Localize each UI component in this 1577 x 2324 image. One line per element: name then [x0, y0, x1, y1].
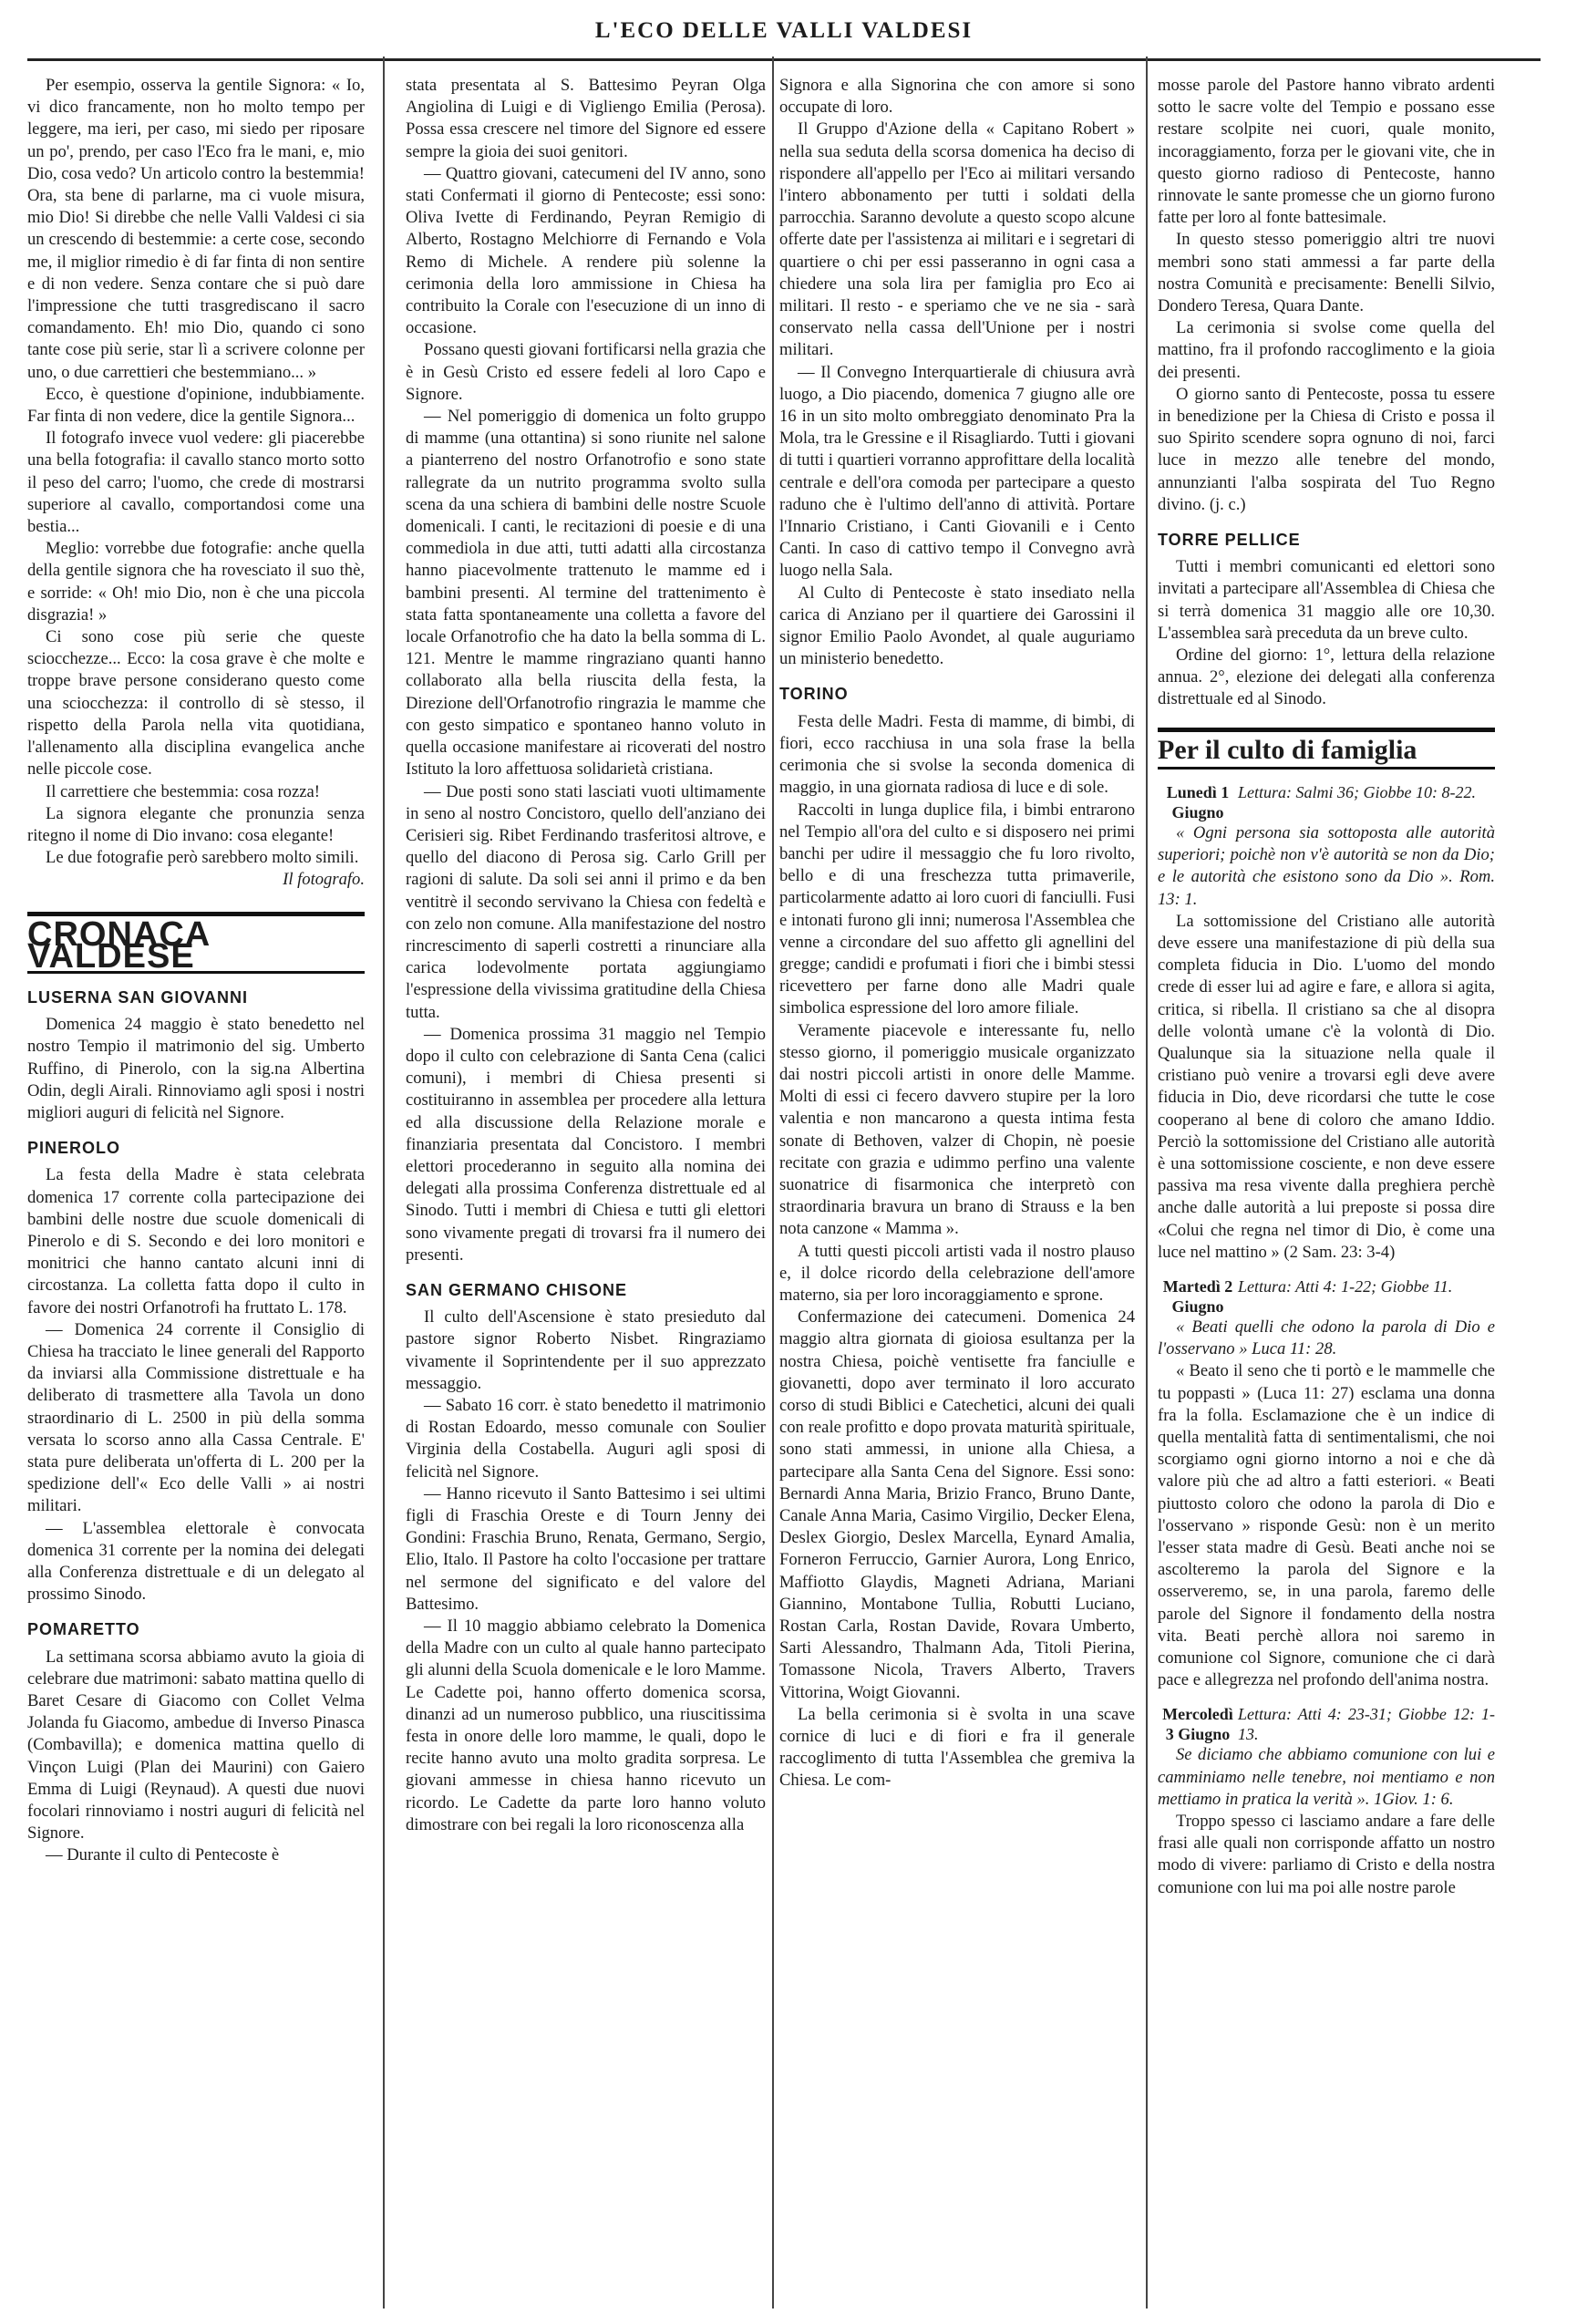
section-heading: SAN GERMANO CHISONE — [406, 1280, 628, 1299]
paragraph: — Quattro giovani, catecumeni del IV anno, sono stati Confermati il giorno di Pentecoste; essi sono: Oliva Ivette di Ferdinando, Peyran Remigio di Alberto, Rostagno Melchiorre di Fernando e Vola Remo di Michele. A rendere più solenne la cerimonia della loro ammissione in Chiesa ha contribuito la Corale con l'esecuzione di un inno di occasione. — [406, 163, 766, 338]
paragraph: La settimana scorsa abbiamo avuto la gioia di celebrare due matrimoni: sabato mattina quello di Baret Cesare di Giacomo con Collet Velma Jolanda fu Giacomo, ambedue di Inverso Pinasca (Combavilla); e domenica mattina quello di Vinçon Luigi (Plan dei Maurini) con Gaiero Emma di Luigi (Reynaud). A questi due nuovi focolari rinnoviamo i nostri auguri di felicità nel Signore. — [27, 1647, 365, 1844]
paragraph: Domenica 24 maggio è stato benedetto nel nostro Tempio il matrimonio del sig. Umberto Ruffino, di Pinerolo, con la sig.na Albertina Odin, degli Airali. Rinnoviamo agli sposi i nostri migliori auguri di felicità nel Signore. — [27, 1015, 365, 1122]
paragraph: — Il 10 maggio abbiamo celebrato la Domenica della Madre con un culto al quale hanno partecipato gli alunni della Scuola domenicale e le loro Mamme. Le Cadette poi, hanno offerto domenica scorsa, dinanzi ad un numeroso pubblico, una riuscitissima festa in onore delle loro mamme, le quali, dopo le recite hanno avuto una molto gradita sorpresa. Le giovani ammesse in chiesa hanno ricevuto un ricordo. Le Cadette da parte loro hanno voluto dimostrare con bei regali la loro riconoscenza alla — [406, 1616, 766, 1834]
paragraph: — Hanno ricevuto il Santo Battesimo i sei ultimi figli di Fraschia Oreste e di Tourn Jenny dei Gondini: Fraschia Bruno, Renata, Germano, Sergio, Elio, Italo. Il Pastore ha colto l'occasione per trattare nel sermone del significato e del valore del Battesimo. — [406, 1483, 766, 1614]
masthead — [27, 18, 1541, 61]
paragraph: Per esempio, osserva la gentile Signora: « Io, vi dico francamente, non ho molto tempo per leggere, ma ieri, per caso, mi siedo per riposare un po', prendo, per caso l'Eco fra le mani, e, mio Dio, cosa vedo? Un articolo contro la bestemmia! Ora, sta bene di parlarne, ma ci vuole misura, mio Dio! Si direbbe che nelle Valli Valdesi ci sia un crescendo di bestemmie: a certe cose, secondo me, il miglior rimedio è di far finta di non sentire e di non vedere. Senza contare che si può dare l'impressione che tutti trasgrediscano il sacro comandamento. Eh! mio Dio, quando ci sono tante cose più serie, star lì a scrivere colonne per uno, o due carrettieri che bestemmiano... » — [27, 76, 365, 382]
paragraph: O giorno santo di Pentecoste, possa tu essere in benedizione per la Chiesa di Cristo e possa il suo Spirito scendere sopra ognuno di noi, farci luce in mezzo alle tenebre del mondo, annunzianti l'alba sospirata del Tuo Regno divino. (j. c.) — [1158, 384, 1495, 514]
paragraph: Possano questi giovani fortificarsi nella grazia che è in Gesù Cristo ed essere fedeli al loro Capo e Signore. — [406, 340, 766, 404]
paragraph: Ordine del giorno: 1°, lettura della relazione annua. 2°, elezione dei delegati alla conferenza distrettuale ed al Sinodo. — [1158, 646, 1495, 709]
reading-quote: « Ogni persona sia sottoposta alle autorità superiori; poichè non v'è autorità se non da Dio; e le autorità che esistono sono da Dio ». Rom. 13: 1. — [1158, 822, 1495, 909]
section-heading: PINEROLO — [27, 1139, 121, 1158]
section-heading: TORINO — [779, 685, 849, 704]
reading-date: Martedì 2 Giugno — [1162, 1276, 1233, 1316]
newspaper-title: L'ECO DELLE VALLI VALDESI — [594, 18, 974, 43]
reading-quote: Se diciamo che abbiamo comunione con lui e camminiamo nelle tenebre, noi mentiamo e non mettiamo in pratica la verità ». 1Giov. 1: 6. — [1158, 1745, 1495, 1809]
paragraph: La signora elegante che pronunzia senza ritegno il nome di Dio invano: cosa elegante! — [27, 803, 365, 845]
section-banner — [27, 912, 365, 974]
paragraph: — Domenica 24 corrente il Consiglio di Chiesa ha tracciato le linee generali del Rapporto da inviarsi alla Commissione distrettuale e ha deliberato di trasmettere alla Tavola un dono straordinario di L. 2500 in più della somma versata lo scorso anno alla Cassa Centrale. E' stata pure deliberata un'offerta di L. 200 per la spedizione dell'« Eco delle Valli » ai nostri militari. — [27, 1319, 365, 1516]
paragraph: Raccolti in lunga duplice fila, i bimbi entrarono nel Tempio all'ora del culto e si disposero nei primi banchi per udire il messaggio che fu loro rivolto, bello e di una freschezza tutta primaverile, particolarmente adatto ai loro cuori di fanciulli. Fusi e intonati furono gli inni; numerosa l'Assemblea che venne a circondare del suo affetto gli agnellini del gregge; candidi e profumati i fiori che i bimbi stessi ricevettero per farne dono alle Madri quale simbolica espressione del loro amore filiale. — [779, 800, 1135, 1018]
paragraph: Meglio: vorrebbe due fotografie: anche quella della gentile signora che ha rovesciato il suo thè, e sorride: « Oh! mio Dio, non è che una piccola disgrazia! » — [27, 539, 365, 625]
paragraph: Le due fotografie però sarebbero molto simili. — [46, 848, 359, 868]
section-heading: POMARETTO — [27, 1620, 140, 1639]
paragraph: — Nel pomeriggio di domenica un folto gruppo di mamme (una ottantina) si sono riunite nel salone a pianterreno del nostro Orfanotrofio e sono state rallegrate da un nutrito programma svolto sulla scena da una schiera di bambini delle nostre Scuole domenicali. I canti, le recitazioni di poesie e di una commediola in due atti, tutti adatti alla circostanza hanno piacevolmente trattenuto le mamme ed i bambini presenti. Al termine del trattenimento è stata fatta spontaneamente una colletta a favore del locale Orfanotrofio che ha dato la bella somma di L. 121. Mentre le mamme ringraziano quanti hanno collaborato alla bella riuscita della festa, la Direzione dell'Orfanotrofio ringrazia le mamme che con gesto simpatico e spontaneo hanno voluto in quella occasione manifestare ai ricoverati del nostro Istituto la loro affettuosa solidarietà cristiana. — [406, 407, 766, 780]
paragraph: In questo stesso pomeriggio altri tre nuovi membri sono stati ammessi a far parte della nostra Comunità e precisamente: Benelli Silvio, Dondero Teresa, Quara Dante. — [1158, 230, 1495, 316]
column-3 — [779, 75, 1135, 2299]
paragraph: Ecco, è questione d'opinione, indubbiamente. Far finta di non vedere, dice la gentile Signora... — [27, 384, 365, 427]
daily-reading — [1158, 782, 1495, 822]
paragraph: — Durante il culto di Pentecoste è — [46, 1845, 280, 1865]
paragraph: La cerimonia si svolse come quella del mattino, fra il profondo raccoglimento e la gioia dei presenti. — [1158, 318, 1495, 382]
paragraph: « Beato il seno che ti portò e le mammelle che tu poppasti » (Luca 11: 27) esclama una donna fra la folla. Esclamazione che è un indice di quella mentalità fatta di sentimentalismi, che noi scorgiamo ogni giorno intorno a noi e che dà valore più che ad altro a fatti esteriori. « Beati piuttosto coloro che odono la parola di Dio e l'osservano » risponde Gesù: non è un merito l'esser stata madre di Gesù. Beati anche noi se ascolteremo la parola del Signore e la osserveremo, se, in una parola, faremo delle parole del Signore il fondamento della nostra vita. Beati perchè allora noi saremo in comunione col Signore, comunione che ci darà pace e allegrezza nel profondo dell'anima nostra. — [1158, 1361, 1495, 1690]
reading-reference: Lettura: Atti 4: 23-31; Giobbe 12: 1-13. — [1238, 1705, 1495, 1744]
banner-title: CRONACA VALDESE — [27, 924, 365, 974]
column-rule — [1146, 57, 1148, 2309]
reading-date: Lunedì 1 Giugno — [1166, 782, 1230, 821]
paragraph: — Sabato 16 corr. è stato benedetto il matrimonio di Rostan Edoardo, messo comunale con Soulier Virginia della Costabella. Auguri agli sposi di felicità nel Signore. — [406, 1395, 766, 1482]
paragraph: stata presentata al S. Battesimo Peyran Olga Angiolina di Luigi e di Vigliengo Emilia (Perosa). Possa essa crescere nel timore del Signore ed essere sempre la gioia dei suoi genitori. — [406, 76, 766, 161]
section-heading: LUSERNA SAN GIOVANNI — [27, 987, 249, 1007]
paragraph: — Domenica prossima 31 maggio nel Tempio dopo il culto con celebrazione di Santa Cena (calici comuni), i membri di Chiesa presenti si costituiranno in assemblea per procedere alla lettura ed alla discussione della Relazione morale e finanziaria presentata dal Concistoro. I membri elettori procederanno in seguito alla nomina dei delegati alla prossima Conferenza distrettuale ed al Sinodo. Tutti i membri di Chiesa e tutti gli elettori sono vivamente pregati di trovarsi fra il numero dei presenti. — [406, 1024, 766, 1265]
paragraph: Ci sono cose più serie che queste sciocchezze... Ecco: la cosa grave è che molte e troppe brave persone considerano questo come una sciocchezza: il controllo di sè stesso, il rispetto della Parola nella vita quotidiana, l'allenamento alla disciplina evangelica anche nelle piccole cose. — [27, 627, 365, 780]
paragraph: Troppo spesso ci lasciamo andare a fare delle frasi alle quali non corrisponde affatto un nostro modo di vivere: parliamo di Cristo e della nostra comunione con lui ma poi alle nostre parole — [1158, 1812, 1495, 1897]
paragraph: La festa della Madre è stata celebrata domenica 17 corrente colla partecipazione dei bambini delle nostre due scuole domenicali di Pinerolo e di S. Secondo e dei loro monitori e monitrici che hanno cantato alcuni inni di circostanza. La colletta fatta dopo il culto in favore dei nostri Orfanotrofi ha fruttato L. 178. — [27, 1165, 365, 1317]
paragraph: Signora e alla Signorina che con amore si sono occupate di loro. — [779, 76, 1135, 118]
paragraph: mosse parole del Pastore hanno vibrato ardenti sotto le sacre volte del Tempio e possano esse restare scolpite nei cuori, quale monito, incoraggiamento, forza per le giovani vite, che in questo giorno radioso di Pentecoste, hanno rinnovate le sante promesse che un giorno furono fatte per loro al fonte battesimale. — [1158, 76, 1495, 228]
reading-reference: Lettura: Atti 4: 1-22; Giobbe 11. — [1238, 1276, 1453, 1296]
reading-quote: « Beati quelli che odono la parola di Dio e l'osservano » Luca 11: 28. — [1158, 1317, 1495, 1359]
column-2 — [406, 75, 766, 2299]
paragraph: A tutti questi piccoli artisti vada il nostro plauso e, il dolce ricordo della celebrazione dell'amore materno, sia per loro incoraggiamento e sprone. — [779, 1241, 1135, 1305]
paragraph: Il culto dell'Ascensione è stato presieduto dal pastore signor Roberto Nisbet. Ringraziamo vivamente il Soprintendente per il suo apprezzato messaggio. — [406, 1307, 766, 1393]
paragraph: Confermazione dei catecumeni. Domenica 24 maggio altra giornata di gioiosa esultanza per la nostra Chiesa, poichè ventisette fra fanciulle e giovanetti, dopo aver terminato il loro accurato corso di studi Biblici e Catechetici, alcuni dei quali con reale profitto e dopo provata maturità spirituale, sono stati ammessi, in unione alla Chiesa, a partecipare alla Santa Cena del Signore. Essi sono: Bernardi Anna Maria, Brizio Franco, Bruno Dante, Canale Anna Maria, Casimo Virgilio, Decker Elena, Deslex Giorgio, Deslex Marcella, Eynard Amalia, Forneron Ferruccio, Garnier Aurora, Long Enrico, Maffiotto Glaydis, Magneti Adriana, Mariani Giannino, Montabone Tullia, Robutti Luciano, Rostan Carla, Rostan Davide, Rovara Umberto, Sarti Alessandro, Thalmann Ada, Titoli Pierina, Tomassone Nicola, Travers Alberto, Travers Vittorina, Woigt Giovanni. — [779, 1307, 1135, 1702]
daily-reading — [1158, 1276, 1495, 1317]
paragraph: — Due posti sono stati lasciati vuoti ultimamente in seno al nostro Concistoro, quello dell'anziano dei Cerisieri sig. Ribet Ferdinando trasferitosi altrove, e quello del diacono di Perosa sig. Carlo Grill per ragioni di salute. Da soli sei anni il primo e da ben ventitrè il secondo servivano la Chiesa con fedeltà e con zelo non comune. Alla manifestazione del nostro rincrescimento di saperli costretti a rinunciare alla carica lodevolmente portata aggiungiamo l'espressione della vivissima gratitudine della Chiesa tutta. — [406, 781, 766, 1022]
section-heading: TORRE PELLICE — [1158, 531, 1301, 550]
paragraph: — L'assemblea elettorale è convocata domenica 31 corrente per la nomina dei delegati alla Conferenza distrettuale e di un delegato al prossimo Sinodo. — [27, 1518, 365, 1605]
section-banner — [1158, 728, 1495, 770]
paragraph: Al Culto di Pentecoste è stato insediato nella carica di Anziano per il quartiere dei Garossini il signor Emilio Paolo Avondet, al quale auguriamo un ministerio benedetto. — [779, 583, 1135, 669]
paragraph: Il fotografo invece vuol vedere: gli piacerebbe una bella fotografia: il cavallo stanco morto sotto il peso del carro; l'uomo, che crede di mostrarsi superiore al cavallo, comportandosi come una bestia... — [27, 429, 365, 537]
column-1 — [27, 75, 365, 2299]
reading-date: Mercoledì 3 Giugno — [1162, 1705, 1233, 1744]
paragraph: Veramente piacevole e interessante fu, nello stesso giorno, il pomeriggio musicale organizzato dai nostri piccoli artisti in onore delle Mamme. Molti di essi ci fecero davvero stupire per la loro valentia e non mancarono a questa intima festa sonate di Bethoven, valzer di Chopin, nè poesie recitate con grazia e udimmo perfino una valente suonatrice di fisarmonica che interpretò con straordinaria bravura un brano di Strauss e la ben nota canzone « Mamma ». — [779, 1020, 1135, 1239]
column-4 — [1158, 75, 1495, 2299]
paragraph: Il Gruppo d'Azione della « Capitano Robert » nella sua seduta della scorsa domenica ha deciso di rispondere all'appello per l'Eco ai militari versando l'intero abbonamento per tutti i soldati della parrocchia. Saranno devolute a questo scopo alcune offerte date per l'assistenza ai militari e i segretari di quartiere o chi per essi passeranno in ogni casa a chiedere una sola lira per famiglia pro Eco ai militari. Il resto - e speriamo che ve ne sia - sarà conservato nella cassa dell'Unione per i nostri militari. — [779, 119, 1135, 360]
paragraph: — Il Convegno Interquartierale di chiusura avrà luogo, a Dio piacendo, domenica 7 giugno alle ore 16 in un sito molto ombreggiato denominato Pra la Mola, tra le Gressine e il Risagliardo. Tutti i giovani di tutti i quartieri vorranno approfittare della località centrale e dell'ora comoda per partecipare a questo raduno che è l'ultimo dell'anno di attività. Portare l'Innario Cristiano, i Canti Giovanili e i Cento Canti. In caso di cattivo tempo il Convegno avrà luogo nella Sala. — [779, 362, 1135, 581]
column-rule — [772, 57, 774, 2309]
paragraph: La sottomissione del Cristiano alle autorità deve essere una manifestazione di più della sua completa fiducia in Dio. L'uomo del mondo crede di esser lui ad agire e fare, e allora si agita, critica, si ribella. Il cristiano sa che al disopra delle volontà umane c'è la volontà di Dio. Qualunque sia la situazione nella quale il cristiano può venire a trovarsi egli deve avere fiducia in Dio, deve ricordarsi che tutte le cose cooperano al bene di coloro che amano Iddio. Perciò la sottomissione del Cristiano alle autorità è una sottomissione cosciente, e non deve essere passiva ma resa vivente dalla preghiera perchè anche dalle autorità a lui preposte si possa dire «Colui che regna nel timor di Dio, è come una luce nel mattino » (2 Sam. 23: 3-4) — [1158, 911, 1495, 1262]
paragraph: La bella cerimonia si è svolta in una scave cornice di luci e di fiori e fra il generale raccoglimento di tutta l'Assemblea che gremiva la Chiesa. Le com- — [779, 1704, 1135, 1791]
reading-reference: Lettura: Salmi 36; Giobbe 10: 8-22. — [1238, 782, 1476, 801]
paragraph: Tutti i membri comunicanti ed elettori sono invitati a partecipare all'Assemblea di Chiesa che si terrà domenica 31 maggio alle ore 10,30. L'assemblea sarà preceduta da un breve culto. — [1158, 557, 1495, 643]
daily-reading — [1158, 1704, 1495, 1744]
paragraph: Il carrettiere che bestemmia: cosa rozza! — [46, 781, 320, 801]
signature: Il fotografo. — [283, 870, 365, 890]
banner-title: Per il culto di famiglia — [1158, 739, 1495, 770]
column-rule — [383, 57, 385, 2309]
paragraph: Festa delle Madri. Festa di mamme, di bimbi, di fiori, ecco racchiusa in una sola frase la bella cerimonia che si svolse la seconda domenica di maggio, in una giornata radiosa di luce e di sole. — [779, 711, 1135, 798]
